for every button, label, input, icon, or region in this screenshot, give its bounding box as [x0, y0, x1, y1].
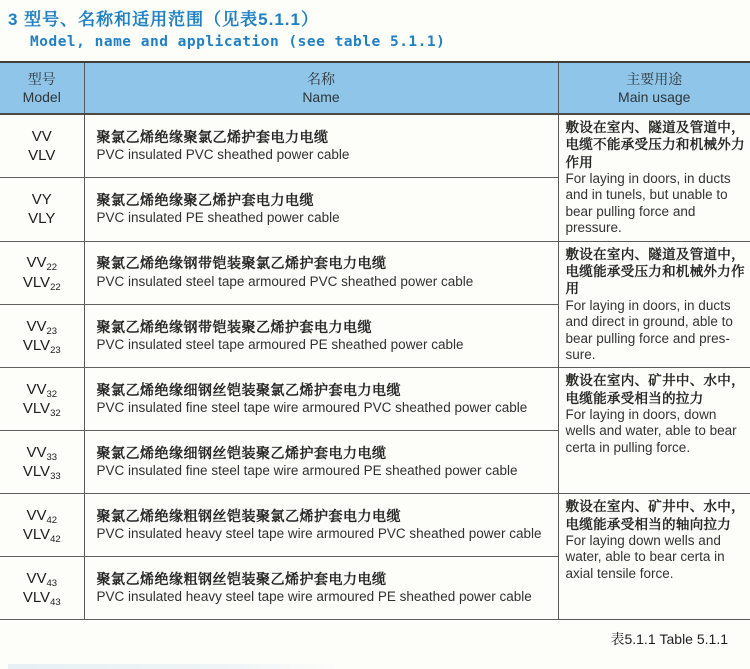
column-header-usage — [558, 62, 750, 114]
cable-name-zh: 聚氯乙烯绝缘聚乙烯护套电力电缆 — [96, 191, 314, 208]
model-subscript: 42 — [50, 534, 61, 546]
cable-name-en: PVC insulated PVC sheathed power cable — [96, 147, 350, 163]
model-cell — [0, 494, 84, 557]
usage-cell — [558, 494, 750, 620]
cable-name-zh: 聚氯乙烯绝缘钢带铠装聚乙烯护套电力电缆 — [96, 318, 372, 335]
model-cell — [0, 178, 84, 242]
model-code: VV — [26, 569, 47, 587]
name-cell — [84, 178, 558, 242]
usage-cell — [558, 241, 750, 368]
model-code: VV — [31, 127, 52, 145]
table-caption: 表5.1.1 Table 5.1.1 — [610, 631, 728, 648]
name-cell — [84, 114, 558, 178]
model-subscript: 32 — [46, 388, 58, 400]
column-header-model — [0, 62, 84, 114]
usage-zh: 敷设在室内、矿井中、水中，电缆能承受相当的轴向拉力 — [565, 499, 745, 532]
name-cell — [84, 241, 558, 304]
cable-name-zh: 聚氯乙烯绝缘细钢丝铠装聚氯乙烯护套电力电缆 — [96, 381, 401, 398]
name-cell — [84, 305, 558, 368]
section-title — [0, 0, 750, 50]
model-subscript: 43 — [46, 577, 58, 589]
model-code: VLV — [28, 147, 56, 165]
table-row — [0, 368, 750, 431]
model-subscript: 42 — [46, 514, 58, 526]
column-header-model-en: Model — [22, 89, 61, 106]
model-subscript: 22 — [50, 281, 61, 293]
cable-name-en: PVC insulated steel tape armoured PVC sheathed power cable — [96, 273, 474, 289]
usage-en: For laying in doors, in ducts and direct in ground, able to bear pulling force and pres-sure. — [565, 297, 733, 362]
cable-name-en: PVC insulated fine steel tape wire armoured PVC sheathed power cable — [96, 400, 528, 416]
model-cell — [0, 368, 84, 431]
model-code: VLV — [22, 589, 51, 607]
model-code: VV — [26, 443, 47, 461]
cable-name-en: PVC insulated PE sheathed power cable — [96, 210, 340, 226]
model-code: VLV — [22, 526, 51, 544]
table-row — [0, 241, 750, 304]
model-cell — [0, 305, 84, 368]
section-title-zh: 3 型号、名称和适用范围（见表5.1.1） — [8, 10, 319, 29]
model-subscript: 32 — [50, 408, 61, 420]
model-code: VV — [26, 506, 47, 524]
usage-en: For laying down wells and water, able to bear certa in axial tensile force. — [565, 532, 725, 581]
name-cell — [84, 557, 558, 620]
model-code: VV — [26, 380, 47, 398]
usage-zh: 敷设在室内、隧道及管道中，电缆不能承受压力和机械外力作用 — [565, 120, 745, 170]
usage-cell — [558, 114, 750, 241]
cable-name-zh: 聚氯乙烯绝缘细钢丝铠装聚乙烯护套电力电缆 — [96, 444, 387, 461]
model-cell — [0, 557, 84, 620]
model-code: VLY — [28, 210, 56, 228]
model-code: VLV — [22, 400, 51, 418]
name-cell — [84, 368, 558, 431]
cable-name-zh: 聚氯乙烯绝缘粗钢丝铠装聚乙烯护套电力电缆 — [96, 570, 387, 587]
column-header-name — [84, 62, 558, 114]
model-code: VLV — [22, 273, 51, 291]
cable-name-en: PVC insulated steel tape armoured PE sheathed power cable — [96, 337, 464, 353]
model-code: VV — [26, 254, 47, 272]
cable-name-zh: 聚氯乙烯绝缘粗钢丝铠装聚氯乙烯护套电力电缆 — [96, 507, 401, 524]
column-header-usage-en: Main usage — [618, 89, 691, 106]
model-code: VLV — [22, 463, 51, 481]
usage-cell — [558, 368, 750, 494]
table-row — [0, 494, 750, 557]
model-subscript: 23 — [50, 345, 61, 357]
usage-zh: 敷设在室内、矿井中、水中，电缆能承受相当的拉力 — [565, 373, 745, 406]
model-code: VV — [26, 317, 47, 335]
model-subscript: 22 — [46, 262, 58, 274]
model-subscript: 33 — [46, 451, 58, 463]
model-subscript: 33 — [50, 471, 61, 483]
usage-en: For laying in doors, in ducts and in tunels, but unable to bear pulling force and pressure. — [565, 170, 731, 236]
table-row — [0, 114, 750, 178]
cable-name-en: PVC insulated heavy steel tape wire armoured PE sheathed power cable — [96, 589, 532, 605]
model-code: VY — [31, 190, 52, 208]
column-header-usage-zh: 主要用途 — [626, 70, 683, 87]
name-cell — [84, 494, 558, 557]
model-name-usage-table — [0, 61, 750, 620]
cutoff-next-section-text — [8, 664, 338, 669]
model-cell — [0, 114, 84, 178]
usage-en: For laying in doors, down wells and water, able to bear certa in pulling force. — [565, 406, 737, 455]
column-header-model-zh: 型号 — [27, 70, 56, 87]
cable-name-zh: 聚氯乙烯绝缘聚氯乙烯护套电力电缆 — [96, 128, 329, 145]
usage-zh: 敷设在室内、隧道及管道中，电缆能承受压力和机械外力作用 — [565, 246, 745, 297]
cable-name-zh: 聚氯乙烯绝缘钢带铠装聚氯乙烯护套电力电缆 — [96, 255, 387, 272]
column-header-name-en: Name — [302, 89, 340, 106]
model-subscript: 23 — [46, 325, 58, 337]
column-header-name-zh: 名称 — [307, 70, 335, 87]
cable-name-en: PVC insulated fine steel tape wire armoured PE sheathed power cable — [96, 463, 518, 479]
model-subscript: 43 — [50, 597, 61, 609]
section-title-en: Model, name and application (see table 5.1.1) — [30, 34, 446, 51]
table-header-row — [0, 62, 750, 114]
model-cell — [0, 241, 84, 304]
name-cell — [84, 431, 558, 494]
model-code: VLV — [22, 337, 51, 355]
model-cell — [0, 431, 84, 494]
cable-name-en: PVC insulated heavy steel tape wire armoured PVC sheathed power cable — [96, 526, 542, 542]
